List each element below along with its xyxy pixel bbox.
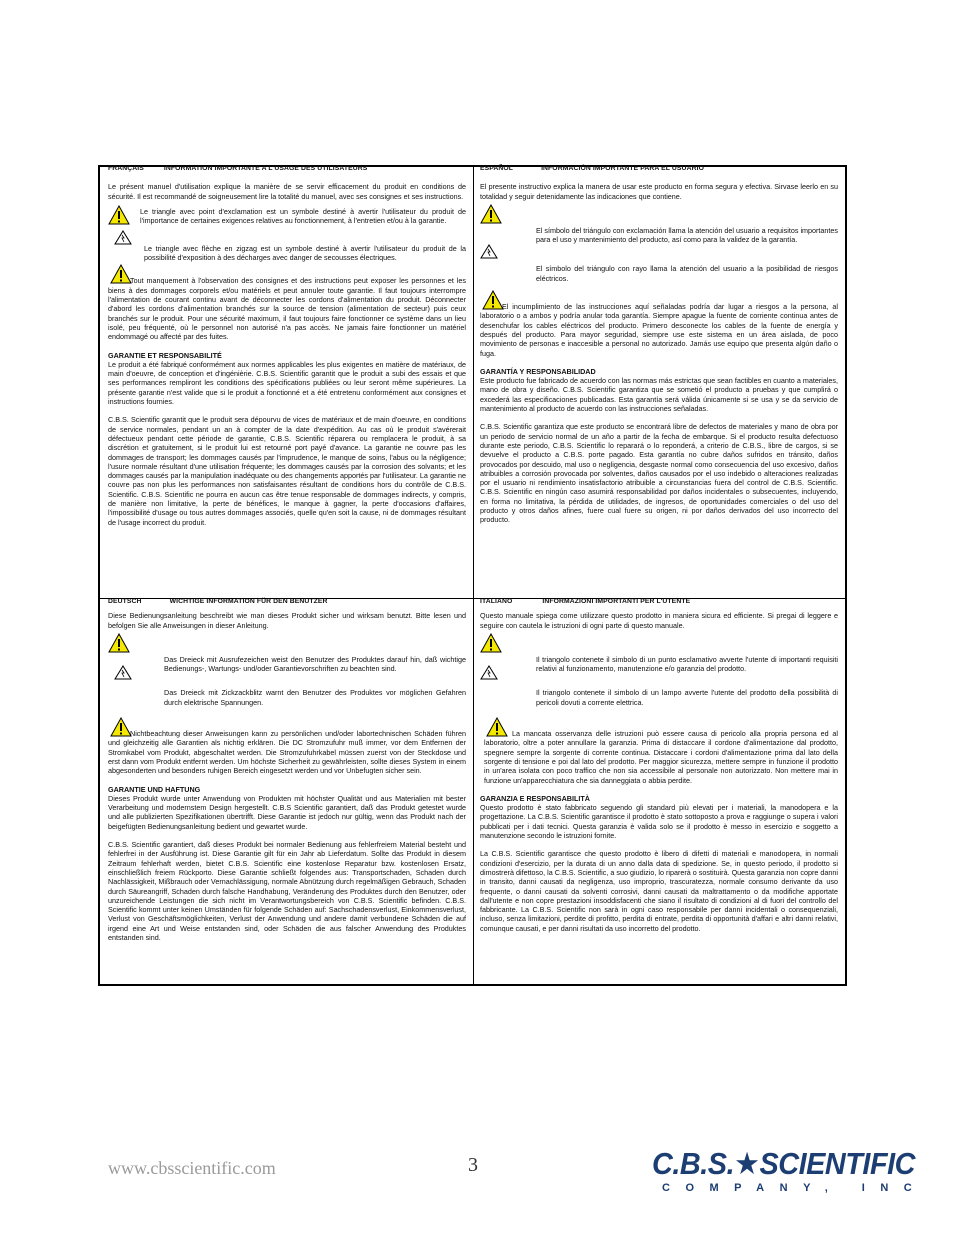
company-logo: [652, 1146, 928, 1198]
french-warranty-heading: GARANTIE ET RESPONSABILITÉ: [108, 350, 222, 360]
french-exclamation-text: Le triangle avec point d'exclamation est un symbole destiné à avertir l'utilisateur du produit de l'importance de certaines exigences relatives au fonctionnement, à l'entretien et/ou à la garantie.: [140, 206, 466, 226]
exclamation-warning-icon: [108, 205, 132, 227]
italian-lightning-text: Il triangolo contenete il simbolo di un lampo avverte l'utente del prodotto della possibilità di pericoli dovuti a corrente elettrica.: [536, 688, 838, 707]
lightning-warning-icon: [480, 244, 504, 266]
exclamation-warning-icon: [108, 633, 132, 655]
spanish-exclamation-text: El símbolo del triángulo con exclamación llama la atención del usuario a requisitos importantes para el uso y mantenimiento del producto, así como para la validez de la garantía.: [536, 225, 838, 245]
exclamation-warning-icon: [110, 717, 132, 739]
german-warranty-heading: GARANTIE UND HAFTUNG: [108, 784, 201, 794]
spanish-warranty-2: C.B.S. Scientific garantiza que este producto se encontrará libre de defectos de materiales y mano de obra por un periodo de servicio normal de un año a partir de la fecha de embarque. Si el producto resulta defectuoso durante este periodo, C.B.S. Scientific lo reparará o lo reponderá, a criterio de C.B.S., libre de cargos, si se devuelve el producto a C.B.S. porte pagado. Esta garantía no cubre daños sufridos en tránsito, daños provocados por descuido, mal uso o negligencia, desgaste normal como consecuencia del uso excesivo, daños atribuibles a corrosión provocada por solventes, daños causados por el uso indebido o alteraciones realizadas por el usuario ni rendimiento insatisfactorio atribuible a circunstancias fuera del control de C.B.S. Scientific. C.B.S. Scientific en ningún caso asumirá responsabilidad por daños incidentales o subsecuentes, incluyendo, en forma no limitativa, la pérdida de utilidades, de ingresos, de oportunidades comerciales o del uso del producto y otros daños afines, fuere cual fuere su origen, ni por daños derivados del uso incorrecto del producto.: [480, 422, 838, 525]
german-intro: Diese Bedienungsanleitung beschreibt wie man dieses Produkt sicher und wirksam benutzt. Bitte lesen und befolgen Sie alle Anweisungen in dieser Anleitung.: [108, 611, 466, 630]
spanish-warranty-heading: GARANTÍA Y RESPONSABILIDAD: [480, 366, 596, 376]
exclamation-warning-icon: [482, 290, 504, 312]
italian-intro: Questo manuale spiega come utilizzare questo prodotto in maniera sicura ed efficiente. Si pregai di leggere e seguire con cautela le istruzioni di ogni parte di questo manuale.: [480, 611, 838, 630]
french-intro: Le présent manuel d'utilisation explique la manière de se servir efficacement du produit en conditions de sécurité. Il est recommandé de soigneusement lire la totalité du manuel, avec ses consignes et ses instructions.: [108, 182, 466, 201]
german-header: DEUTSCH WICHTIGE INFORMATION FÜR DEN BENUTZER: [108, 598, 328, 605]
section-italian: [480, 597, 838, 983]
website-url: www.cbsscientific.com: [108, 1158, 276, 1178]
spanish-lightning-text: El símbolo del triángulo con rayo llama la atención del usuario a la posibilidad de riesgos eléctricos.: [536, 264, 838, 283]
italian-header: ITALIANO INFORMAZIONI IMPORTANTI PER L'UTENTE: [480, 598, 691, 605]
exclamation-warning-icon: [480, 633, 504, 655]
lightning-warning-icon: [480, 665, 504, 687]
lightning-warning-icon: [114, 665, 138, 687]
section-french: [108, 164, 466, 596]
italian-warranty-heading: GARANZIA E RESPONSABILITÀ: [480, 793, 590, 803]
logo-subtitle: COMPANY, INC: [662, 1182, 928, 1194]
french-warranty-2: C.B.S. Scientific garantit que le produit sera dépourvu de vices de matériaux et de main d'oeuvre, en conditions de service normales, pendant un an à compter de la date d'expédition. Au cas où le produit s'avérerait défectueux pendant cette période de garantie, C.B.S. Scientific réparera ou remplacera le produit, à sa discrétion et gratuitement, si le produit lui est retourné port payé d'avance. La garantie ne couvre pas les dommages de transport; les dommages causés par l'imprudence, le manque de soins, l'abus ou la négligence; l'usure normale résultant d'une utilisation fréquente; les dommages causés par la corrosion des solvants; et les dommages causés par la manipulation inadéquate ou des changements apportés par l'utilisateur. La garantie ne couvre pas non plus les performances non satisfaisantes résultant de conditions hors du contrôle de C.B.S. Scientific. C.B.S. Scientific ne pourra en aucun cas être tenue responsable de dommages indirects, y compris, de manière non limitative, la perte de bénéfices, le manque à gagner, la perte d'occasions d'affaires, l'impossibilité d'usage ou tous autres dommages associés, quelle qu'en soit la cause, ni de dommages résultant de l'usage incorrect du produit.: [108, 415, 466, 527]
section-german: [108, 597, 466, 983]
page-number: 3: [468, 1154, 478, 1176]
spanish-header: ESPAÑOL INFORMACIÓN IMPORTANTE PARA EL USUARIO: [480, 165, 704, 172]
italian-warning-text: La mancata osservanza delle istruzioni può essere causa di pericolo alla propria persona ed al laboratorio, oltre a poter annullare la garanzia. Prima di distaccare il cordone d'alimentazione dal prodotto, spegnere sempre la sorgente di corrente continua. Distaccare i cordoni d'alimentazione prima dal lato della sorgente di tensione e poi dal lato del prodotto. Per maggior sicurezza, mettere sempre in funzione il prodotto in un'area isolata con poco traffico che non sia accessibile al personale non autorizzato. Non mettere mai in funzione un'apparecchiatura che sia danneggiata o abbia perdite.: [484, 729, 838, 785]
lightning-warning-icon: [114, 230, 138, 252]
italian-warranty-2: La C.B.S. Scientific garantisce che questo prodotto è libero di difetti di materiali e manodopera, in normali condizioni d'esercizio, per la durata di un anno dalla data di spedizione. Se, in questo periodo, il prodotto si dimostrerà difettoso, la C.B.S. Scientific, a suo giudizio, lo riparerà o sostituirà. Questa garanzia non copre danni in transito, danni causati da negligenza, uso improprio, trascuratezza, normale consumo derivante da uso frequente, o danni causati da solventi corrosivi, danni causati da maltrattamento o da modifiche apportate dall'utente e non copre prestazioni insoddisfacenti che siano il risultato di condizioni al di fuori del controllo del fabbricante. La C.B.S. Scientific non sarà in ogni caso responsabile per danni incidentali o consequenziali, incluso, senza limitazioni, perdite di profitto, perdita di entrate, perdita di opportunità d'affari e altri danni relativi, comunque causati, e per danni risultati da uso incorretto del prodotto.: [480, 849, 838, 933]
exclamation-warning-icon: [480, 204, 504, 226]
section-spanish: [480, 164, 838, 596]
french-lightning-text: Le triangle avec flèche en zigzag est un symbole destiné à avertir l'utilisateur du produit de la possibilité d'exposition à des décharges avec danger de secousses électriques.: [144, 243, 466, 263]
german-lightning-text: Das Dreieck mit Zickzackblitz warnt den Benutzer des Produktes vor möglichen Gefahren durch elektrische Spannungen.: [164, 688, 466, 707]
document-frame: [98, 165, 847, 986]
exclamation-warning-icon: [486, 717, 508, 739]
german-warranty-2: C.B.S. Scientific garantiert, daß dieses Produkt bei normaler Bedienung aus fehlerfreiem Material besteht und fehlerfrei in der Ausführung ist. Diese Garantie gilt für ein Jahr ab Lieferdatum. Sollte das Produkt in diesem Zeitraum fehlerhaft werden, bietet C.B.S. Scientific eine kostenlose Reparatur bzw. kostenlosen Ersatz, einschließlich freiem Rückporto. Diese Garantie schließt folgendes aus: Transportschaden, Schaden durch Nachlässigkeit, Mißbrauch oder Vernachlässigung, normale Abnützung durch regelmäßigen Gebrauch, Schaden durch Säureangriff, Schaden durch falsche Handhabung, Veränderung des Produktes durch den Benutzer, oder unzureichende Leistungen die sich nicht im Verantwortungsbereich von C.B.S. Scientific befinden. C.B.S. Scientific kommt unter keinen Umständen für folgende Schäden auf: Sachschadensverlust, Einkommensverlust, Verlust von Geschäftsmöglichkeiten, Verlust der Anwendung und andere damit verbundene Schäden die auf irgend eine Art und Weise entstanden sind, oder Schäden die aus falscher Anwendung des Produktes entstanden sind.: [108, 840, 466, 943]
exclamation-warning-icon: [110, 264, 132, 286]
french-warning-text: Tout manquement à l'observation des consignes et des instructions peut exposer les personnes et les biens à des dommages corporels et/ou matériels et peut annuler toute garantie. Il faut toujours interrompre l'alimentation de courant continu avant de déconnecter les cordons d'alimentation du produit. Déconnecter d'abord les cordons d'alimentation branchés sur la source de tension (alimentation de secteur) puis ceux branchés sur le produit. Pour une sécurité maximum, il faut toujours faire fonctionner ce système dans un lieu isolé, peu fréquenté, où le personnel non autorisé n'a pas accès. Ne jamais faire fonctionner un matériel endommagé ou affecté par des fuites.: [108, 276, 466, 342]
spanish-warranty-1: Este producto fue fabricado de acuerdo con las normas más estrictas que sean factibles en cuanto a materiales, mano de obra y diseño. C.B.S. Scientific garantiza que se sometió el producto a pruebas y que cumplirá o excederá las especificaciones publicadas. Esta garantía será válida únicamente si se usa y se da servicio de mantenimiento al producto de acuerdo con las instrucciones señaladas.: [480, 376, 838, 414]
spanish-intro: El presente instructivo explica la manera de usar este producto en forma segura y efectiva. Sirvase leerlo en su totalidad y seguir detenidamente las indicaciones que contiene.: [480, 182, 838, 201]
logo-wordmark: C.B.S.★SCIENTIFIC: [652, 1146, 916, 1181]
german-warning-text: Nichtbeachtung dieser Anweisungen kann zu persönlichen und/oder labortechnischen Schäden führen und gleichzeitig alle Garantien als nichtig erklären. Die DC Stromzufuhr muß immer, vor dem Entfernen der Stromkabel vom Produkt, abgeschaltet werden. Die Stromzufuhrkabel müssen zuerst von der Steckdose und erst dann vom Produkt entfernt werden. Um höchste Sicherheit zu gewährleisten, sollte dieses System in einem abgesonderten und besonders ruhigen Bereich eingesetzt werden und vor Unbefugten sicher sein.: [108, 729, 466, 776]
german-exclamation-text: Das Dreieck mit Ausrufezeichen weist den Benutzer des Produktes darauf hin, daß wichtige Bedienungs-, Wartungs- und/oder Garantievorschriften zu beachten sind.: [164, 654, 466, 674]
french-warranty-1: Le produit a été fabriqué conformément aux normes applicables les plus exigentes en matière de matériaux, de main d'oeuvre, de conception et d'ingénièrie. C.B.S. Scientific garantit que le produit a subi des essais et que ses performances rempliront les conditions des spécifications publiées ou leur seront même supérieures. La présente garantie n'est valide que si le produit a fonctionné et a été entretenu conformément aux consignes et instructions fournies.: [108, 359, 466, 407]
german-warranty-1: Dieses Produkt wurde unter Anwendung von Produkten mit höchster Qualität und aus Materialien mit bester Verarbeitung und modernstem Design hergestellt. C.B.S Scientific garantiert, daß das Produkt getestet wurde und alle publizierten Spezifikationen übertrifft. Diese Garantie ist jedoch nur gültig, wenn das Produkt nach der beigefügten Bedienungsanleitung bedient und gewartet wurde.: [108, 793, 466, 831]
italian-warranty-1: Questo prodotto è stato fabbricato seguendo gli standard più elevati per i materiali, la manodopera e la progettazione. La C.B.S. Scientific garantisce il prodotto è stato sottoposto a prova e raggiunge o supera i valori pubblicati per i dati tecnici. Questa garanzia è valida solo se il prodotto è messo in esercizio e soggetto a manutenzione secondo le istruzioni fornite.: [480, 803, 838, 841]
french-header: FRANÇAIS INFORMATION IMPORTANTE A L'USAGE DES UTILISATEURS: [108, 165, 368, 172]
column-divider: [473, 167, 474, 984]
italian-exclamation-text: Il triangolo contenete il simbolo di un punto esclamativo avverte l'utente di importanti requisiti relativi al funzionamento, manutenzione e/o garanzia del prodotto.: [536, 654, 838, 674]
spanish-warning-text: El incumplimiento de las instrucciones aquí señaladas podría dar lugar a riesgos a la persona, al laboratorio o a ambos y podría anular toda garantía. Siempre apague la fuente de corriente continua antes de desenchufar los cables eléctricos del producto. Primero desconecte los cables de la fuente de energía y después del producto. Para mayor seguridad, siempre use este sistema en un área aislada, de poco movimiento de personas e inaccesible a personal no autorizado. Jamás use equipo que presenta algún daño o fuga.: [480, 302, 838, 358]
